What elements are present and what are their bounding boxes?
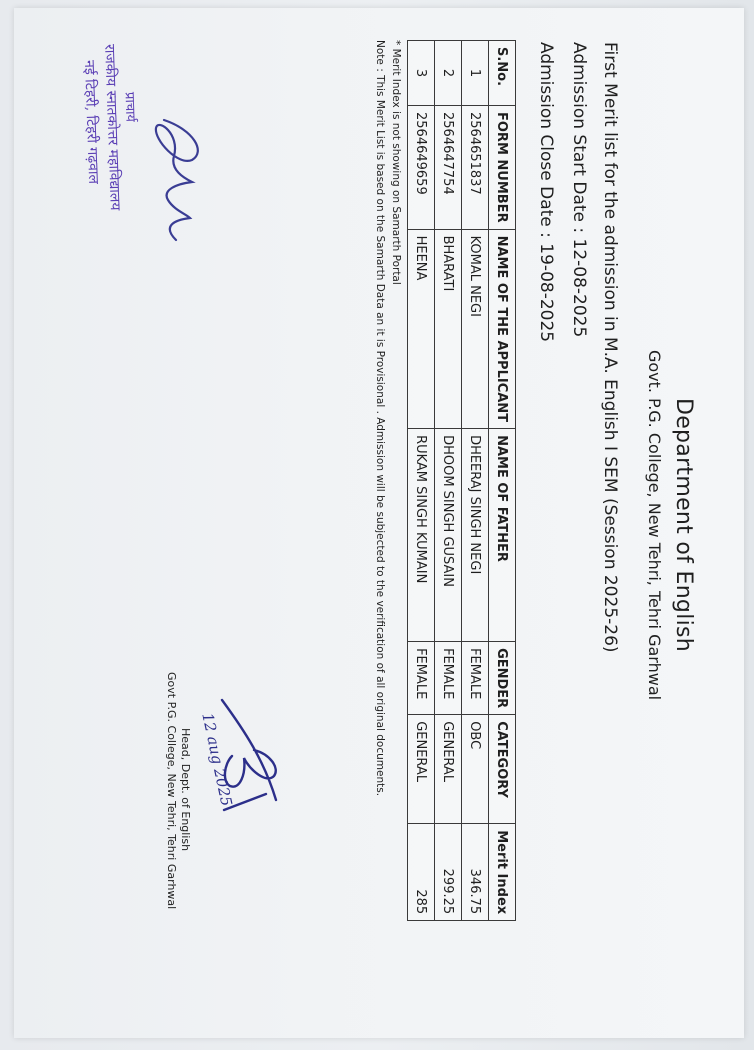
stamp-location: नई टिहरी, टिहरी गढ़वाल (80, 59, 102, 185)
cell-sno: 3 (408, 41, 435, 106)
stamp-college-name: राजकीय स्नातकोत्तर महाविद्यालय (101, 43, 123, 211)
cell-form-number: 2564647754 (435, 106, 462, 230)
merit-list-heading: First Merit list for the admission in M.A. English I SEM (Session 2025-26) (600, 42, 620, 653)
column-header-merit-index: Merit Index (489, 824, 516, 921)
cell-applicant-name: HEENA (408, 229, 435, 428)
admission-start-date: Admission Start Date : 12-08-2025 (569, 42, 589, 338)
hod-title: Head, Dept. of English (179, 728, 192, 852)
cell-father-name: DHEERAJ SINGH NEGI (462, 429, 489, 642)
column-header-gender: GENDER (489, 642, 516, 715)
cell-applicant-name: KOMAL NEGI (462, 229, 489, 428)
table-header-row (489, 41, 516, 921)
merit-table (407, 40, 516, 921)
college-name: Govt. P.G. College, New Tehri, Tehri Garhwal (645, 349, 664, 701)
table-row (462, 41, 489, 921)
department-title: Department of English (671, 397, 696, 653)
cell-form-number: 2564651837 (462, 106, 489, 230)
cell-father-name: DHOOM SINGH GUSAIN (435, 429, 462, 642)
cell-gender: FEMALE (435, 642, 462, 715)
cell-gender: FEMALE (408, 642, 435, 715)
merit-index-footnote: * Merit Index is not showing on Samarth Portal (390, 40, 402, 285)
cell-father-name: RUKAM SINGH KUMAIN (408, 429, 435, 642)
cell-merit-index: 299.25 (435, 824, 462, 921)
principal-signature (134, 100, 214, 250)
hod-handwritten-date: 12 aug 2025 (198, 711, 236, 808)
cell-gender: FEMALE (462, 642, 489, 715)
hod-institution: Govt P.G. College, New Tehri, Tehri Garhwal (165, 672, 178, 910)
cell-sno: 1 (462, 41, 489, 106)
stamp-principal-label: प्राचार्य (121, 91, 138, 123)
cell-merit-index: 285 (408, 824, 435, 921)
cell-category: GENERAL (408, 715, 435, 824)
column-header-father-name: NAME OF FATHER (489, 429, 516, 642)
cell-category: OBC (462, 715, 489, 824)
admission-close-date: Admission Close Date : 19-08-2025 (536, 42, 556, 343)
table-row (408, 41, 435, 921)
table-row (435, 41, 462, 921)
column-header-sno: S.No. (489, 41, 516, 106)
cell-merit-index: 346.75 (462, 824, 489, 921)
cell-sno: 2 (435, 41, 462, 106)
cell-form-number: 2564649659 (408, 106, 435, 230)
column-header-form-number: FORM NUMBER (489, 106, 516, 230)
column-header-category: CATEGORY (489, 715, 516, 824)
column-header-applicant-name: NAME OF THE APPLICANT (489, 229, 516, 428)
provisional-note: Note : This Merit List is based on the Samarth Data an it is Provisional . Admission will be subjected to the verification of all original documents. (374, 40, 386, 797)
cell-category: GENERAL (435, 715, 462, 824)
cell-applicant-name: BHARATI (435, 229, 462, 428)
